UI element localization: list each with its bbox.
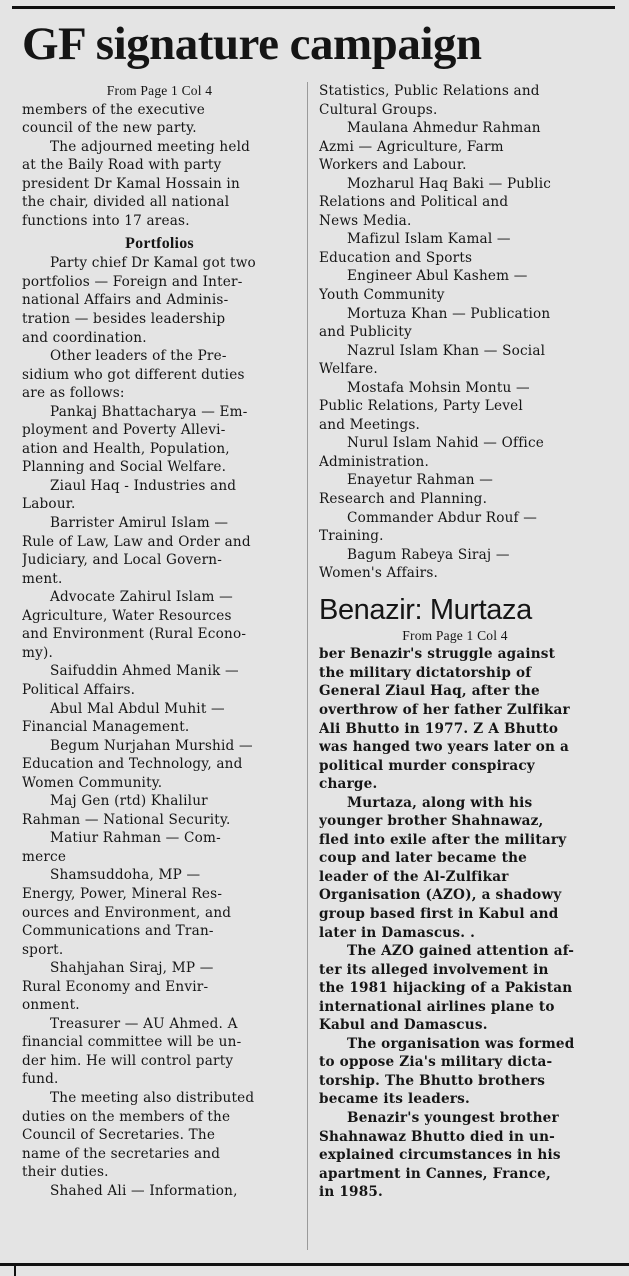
text-line: ment. bbox=[22, 570, 63, 587]
text-line: my). bbox=[22, 644, 53, 661]
text-line: Statistics, Public Relations and bbox=[319, 83, 540, 99]
text-line: Training. bbox=[319, 528, 384, 545]
right-column bbox=[319, 82, 591, 1202]
text-line: Abul Mal Abdul Muhit — bbox=[50, 700, 225, 717]
text-line: in 1985. bbox=[319, 1184, 383, 1201]
text-line: Energy, Power, Mineral Res- bbox=[22, 885, 223, 902]
bottom-rule-stub bbox=[14, 1266, 16, 1276]
text-line: General Ziaul Haq, after the bbox=[319, 683, 540, 700]
text-line: Other leaders of the Pre- bbox=[50, 348, 227, 365]
text-line: onment. bbox=[22, 997, 80, 1014]
text-line: der him. He will control party bbox=[22, 1052, 234, 1069]
column-divider bbox=[307, 82, 308, 1250]
text-line: Rahman — National Security. bbox=[22, 811, 231, 828]
text-line: The organisation was formed bbox=[347, 1035, 575, 1052]
text-line: charge. bbox=[319, 776, 378, 793]
text-line: Agriculture, Water Resources bbox=[22, 607, 232, 624]
left-column bbox=[22, 82, 297, 1200]
text-line: Azmi — Agriculture, Farm bbox=[319, 138, 504, 155]
benazir-headline: Benazir: Murtaza bbox=[319, 593, 532, 626]
text-line: at the Baily Road with party bbox=[22, 157, 222, 174]
text-line: became its leaders. bbox=[319, 1091, 470, 1108]
text-line: Workers and Labour. bbox=[319, 157, 467, 174]
text-line: portfolios — Foreign and Inter- bbox=[22, 273, 243, 290]
text-line: Mozharul Haq Baki — Public bbox=[347, 175, 552, 192]
text-line: Welfare. bbox=[319, 361, 378, 378]
text-line: and Environment (Rural Econo- bbox=[22, 626, 247, 643]
text-line: Bagum Rabeya Siraj — bbox=[347, 546, 510, 563]
text-line: Saifuddin Ahmed Manik — bbox=[50, 663, 239, 680]
text-line: ployment and Poverty Allevi- bbox=[22, 422, 226, 439]
right-text-block-a bbox=[319, 82, 591, 583]
text-line: Education and Sports bbox=[319, 249, 473, 266]
text-line: ber Benazir's struggle against bbox=[319, 646, 556, 663]
text-line: members of the executive bbox=[22, 101, 205, 118]
top-rule bbox=[12, 6, 615, 9]
text-line: overthrow of her father Zulfikar bbox=[319, 701, 570, 718]
text-line: torship. The Bhutto brothers bbox=[319, 1072, 546, 1089]
text-line: and Meetings. bbox=[319, 416, 421, 433]
text-line: Enayetur Rahman — bbox=[347, 472, 494, 489]
text-line: Nurul Islam Nahid — Office bbox=[347, 435, 545, 452]
text-line: Shamsuddoha, MP — bbox=[50, 867, 201, 884]
text-line: ter its alleged involvement in bbox=[319, 961, 549, 978]
text-line: Advocate Zahirul Islam — bbox=[50, 589, 233, 606]
headline: GF signature campaign bbox=[22, 18, 482, 70]
text-line: Matiur Rahman — Com- bbox=[50, 830, 221, 847]
text-line: tration — besides leadership bbox=[22, 311, 226, 328]
text-line: merce bbox=[22, 848, 67, 865]
text-line: duties on the members of the bbox=[22, 1108, 231, 1125]
text-line: to oppose Zia's military dicta- bbox=[319, 1054, 553, 1071]
text-line: Council of Secretaries. The bbox=[22, 1127, 216, 1144]
text-line: council of the new party. bbox=[22, 120, 197, 137]
text-line: fund. bbox=[22, 1071, 59, 1088]
text-line: Cultural Groups. bbox=[319, 101, 438, 118]
text-line: Treasurer — AU Ahmed. A bbox=[50, 1015, 238, 1032]
benazir-text-block bbox=[319, 645, 591, 1201]
text-line: Youth Community bbox=[319, 287, 445, 304]
left-text-block-b bbox=[22, 254, 297, 1200]
text-line: Rural Economy and Envir- bbox=[22, 978, 209, 995]
text-line: Relations and Political and bbox=[319, 194, 509, 211]
subhead-portfolios: Portfolios bbox=[125, 235, 194, 253]
text-line: are as follows: bbox=[22, 385, 125, 402]
text-line: Kabul and Damascus. bbox=[319, 1017, 488, 1034]
text-line: The adjourned meeting held bbox=[50, 138, 251, 155]
text-line: the 1981 hijacking of a Pakistan bbox=[319, 980, 573, 997]
text-line: younger brother Shahnawaz, bbox=[319, 813, 544, 830]
text-line: and Publicity bbox=[319, 324, 412, 341]
text-line: leader of the Al-Zulfikar bbox=[319, 868, 509, 885]
text-line: Organisation (AZO), a shadowy bbox=[319, 887, 562, 904]
text-line: Administration. bbox=[319, 453, 429, 470]
text-line: Public Relations, Party Level bbox=[319, 398, 523, 415]
text-line: president Dr Kamal Hossain in bbox=[22, 175, 240, 192]
text-line: international airlines plane to bbox=[319, 998, 555, 1015]
text-line: name of the secretaries and bbox=[22, 1145, 221, 1162]
text-line: Shahed Ali — Information, bbox=[50, 1182, 238, 1199]
text-line: The meeting also distributed bbox=[50, 1089, 255, 1106]
text-line: Mortuza Khan — Publication bbox=[347, 305, 551, 322]
text-line: Mafizul Islam Kamal — bbox=[347, 231, 511, 248]
text-line: group based first in Kabul and bbox=[319, 905, 559, 922]
text-line: Pankaj Bhattacharya — Em- bbox=[50, 403, 248, 420]
text-line: coup and later became the bbox=[319, 850, 528, 867]
text-line: ources and Environment, and bbox=[22, 904, 232, 921]
text-line: Political Affairs. bbox=[22, 681, 136, 698]
text-line: fled into exile after the military bbox=[319, 831, 567, 848]
text-line: sidium who got different duties bbox=[22, 366, 245, 383]
text-line: Shahjahan Siraj, MP — bbox=[50, 960, 214, 977]
text-line: Maj Gen (rtd) Khalilur bbox=[50, 793, 208, 810]
jump-line: From Page 1 Col 4 bbox=[106, 83, 213, 98]
text-line: political murder conspiracy bbox=[319, 757, 535, 774]
text-line: and coordination. bbox=[22, 329, 147, 346]
text-line: ation and Health, Population, bbox=[22, 440, 230, 457]
text-line: The AZO gained attention af- bbox=[347, 943, 575, 960]
text-line: Engineer Abul Kashem — bbox=[347, 268, 528, 285]
text-line: the military dictatorship of bbox=[319, 664, 532, 681]
text-line: was hanged two years later on a bbox=[319, 739, 570, 756]
text-line: Party chief Dr Kamal got two bbox=[50, 255, 256, 272]
text-line: Financial Management. bbox=[22, 719, 190, 736]
bottom-rule bbox=[0, 1263, 629, 1266]
text-line: Shahnawaz Bhutto died in un- bbox=[319, 1128, 556, 1145]
text-line: Judiciary, and Local Govern- bbox=[22, 552, 223, 569]
text-line: explained circumstances in his bbox=[319, 1147, 561, 1164]
text-line: Women Community. bbox=[22, 774, 163, 791]
text-line: Begum Nurjahan Murshid — bbox=[50, 737, 253, 754]
text-line: Maulana Ahmedur Rahman bbox=[347, 120, 541, 137]
text-line: News Media. bbox=[319, 212, 412, 229]
jump-line-2: From Page 1 Col 4 bbox=[402, 627, 508, 643]
text-line: Nazrul Islam Khan — Social bbox=[347, 342, 546, 359]
text-line: Women's Affairs. bbox=[319, 565, 439, 582]
text-line: Education and Technology, and bbox=[22, 756, 243, 773]
text-line: Commander Abdur Rouf — bbox=[347, 509, 538, 526]
text-line: Labour. bbox=[22, 496, 76, 513]
text-line: sport. bbox=[22, 941, 64, 958]
text-line: Murtaza, along with his bbox=[347, 794, 533, 811]
text-line: Barrister Amirul Islam — bbox=[50, 515, 229, 532]
text-line: Ziaul Haq - Industries and bbox=[50, 477, 237, 494]
text-line: Research and Planning. bbox=[319, 491, 488, 508]
text-line: Mostafa Mohsin Montu — bbox=[347, 379, 530, 396]
text-line: Ali Bhutto in 1977. Z A Bhutto bbox=[319, 720, 559, 737]
text-line: later in Damascus. . bbox=[319, 924, 476, 941]
text-line: Benazir's youngest brother bbox=[347, 1109, 559, 1126]
text-line: Rule of Law, Law and Order and bbox=[22, 533, 251, 550]
text-line: Planning and Social Welfare. bbox=[22, 459, 227, 476]
text-line: apartment in Cannes, France, bbox=[319, 1165, 551, 1182]
text-line: financial committee will be un- bbox=[22, 1034, 242, 1051]
left-text-block-a bbox=[22, 101, 297, 231]
text-line: Communications and Tran- bbox=[22, 923, 214, 940]
text-line: the chair, divided all national bbox=[22, 194, 230, 211]
text-line: functions into 17 areas. bbox=[22, 212, 190, 229]
text-line: national Affairs and Adminis- bbox=[22, 292, 229, 309]
text-line: their duties. bbox=[22, 1164, 109, 1181]
